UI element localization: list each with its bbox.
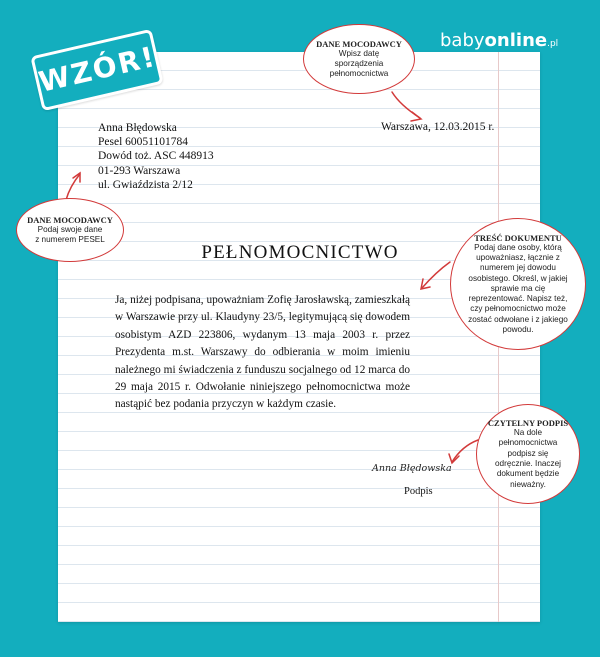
callout-grantor: DANE MOCODAWCY Podaj swoje dane z numerem PESEL bbox=[16, 198, 124, 262]
grantor-street: ul. Gwiaździsta 2/12 bbox=[98, 178, 193, 191]
callout-content: TREŚĆ DOKUMENTU Podaj dane osoby, którą upoważniasz, łącznie z numerem jej dowodu osobistego. Określ, w jakiej sprawie ma cię reprezentować. Napisz też, czy pełnomocnictwo może zostać odwołane i z jakiego powodu. bbox=[450, 218, 586, 350]
babyonline-logo[interactable]: babyonline.pl bbox=[440, 30, 559, 51]
document-body: Ja, niżej podpisana, upoważniam Zofię Jarosławską, zamieszkałą w Warszawie przy ul. Klaudyny 23/5, legitymującą się dowodem osobistym AZD 223806, wydanym 13 maja 2003 r. przez Prezydenta m.st. Warszawy do odbierania w moim imieniu należnego mi świadczenia z funduszu socjalnego od 12 marca do 29 maja 2015 r. Odwołanie niniejszego pełnomocnictwa może nastąpić bez podania przyczyn w każdym czasie. bbox=[115, 294, 410, 411]
grantor-city: 01-293 Warszawa bbox=[98, 164, 181, 177]
grantor-id-document: Dowód toż. ASC 448913 bbox=[98, 150, 214, 163]
grantor-name: Anna Błędowska bbox=[98, 122, 177, 134]
sample-stamp: WZÓR! bbox=[30, 29, 163, 111]
signature-label: Podpis bbox=[404, 486, 433, 497]
handwritten-signature: Anna Błędowska bbox=[372, 463, 452, 474]
place-and-date: Warszawa, 12.03.2015 r. bbox=[381, 121, 495, 133]
arrow-to-content bbox=[422, 262, 450, 288]
callout-date: DANE MOCODAWCY Wpisz datę sporządzenia pełnomocnictwa bbox=[303, 24, 415, 94]
grantor-pesel: Pesel 60051101784 bbox=[98, 136, 188, 149]
callout-signature: CZYTELNY PODPIS Na dole pełnomocnictwa podpisz się odręcznie. Inaczej dokument będzie nieważny. bbox=[476, 404, 580, 504]
document-title: PEŁNOMOCNICTWO bbox=[201, 242, 399, 263]
